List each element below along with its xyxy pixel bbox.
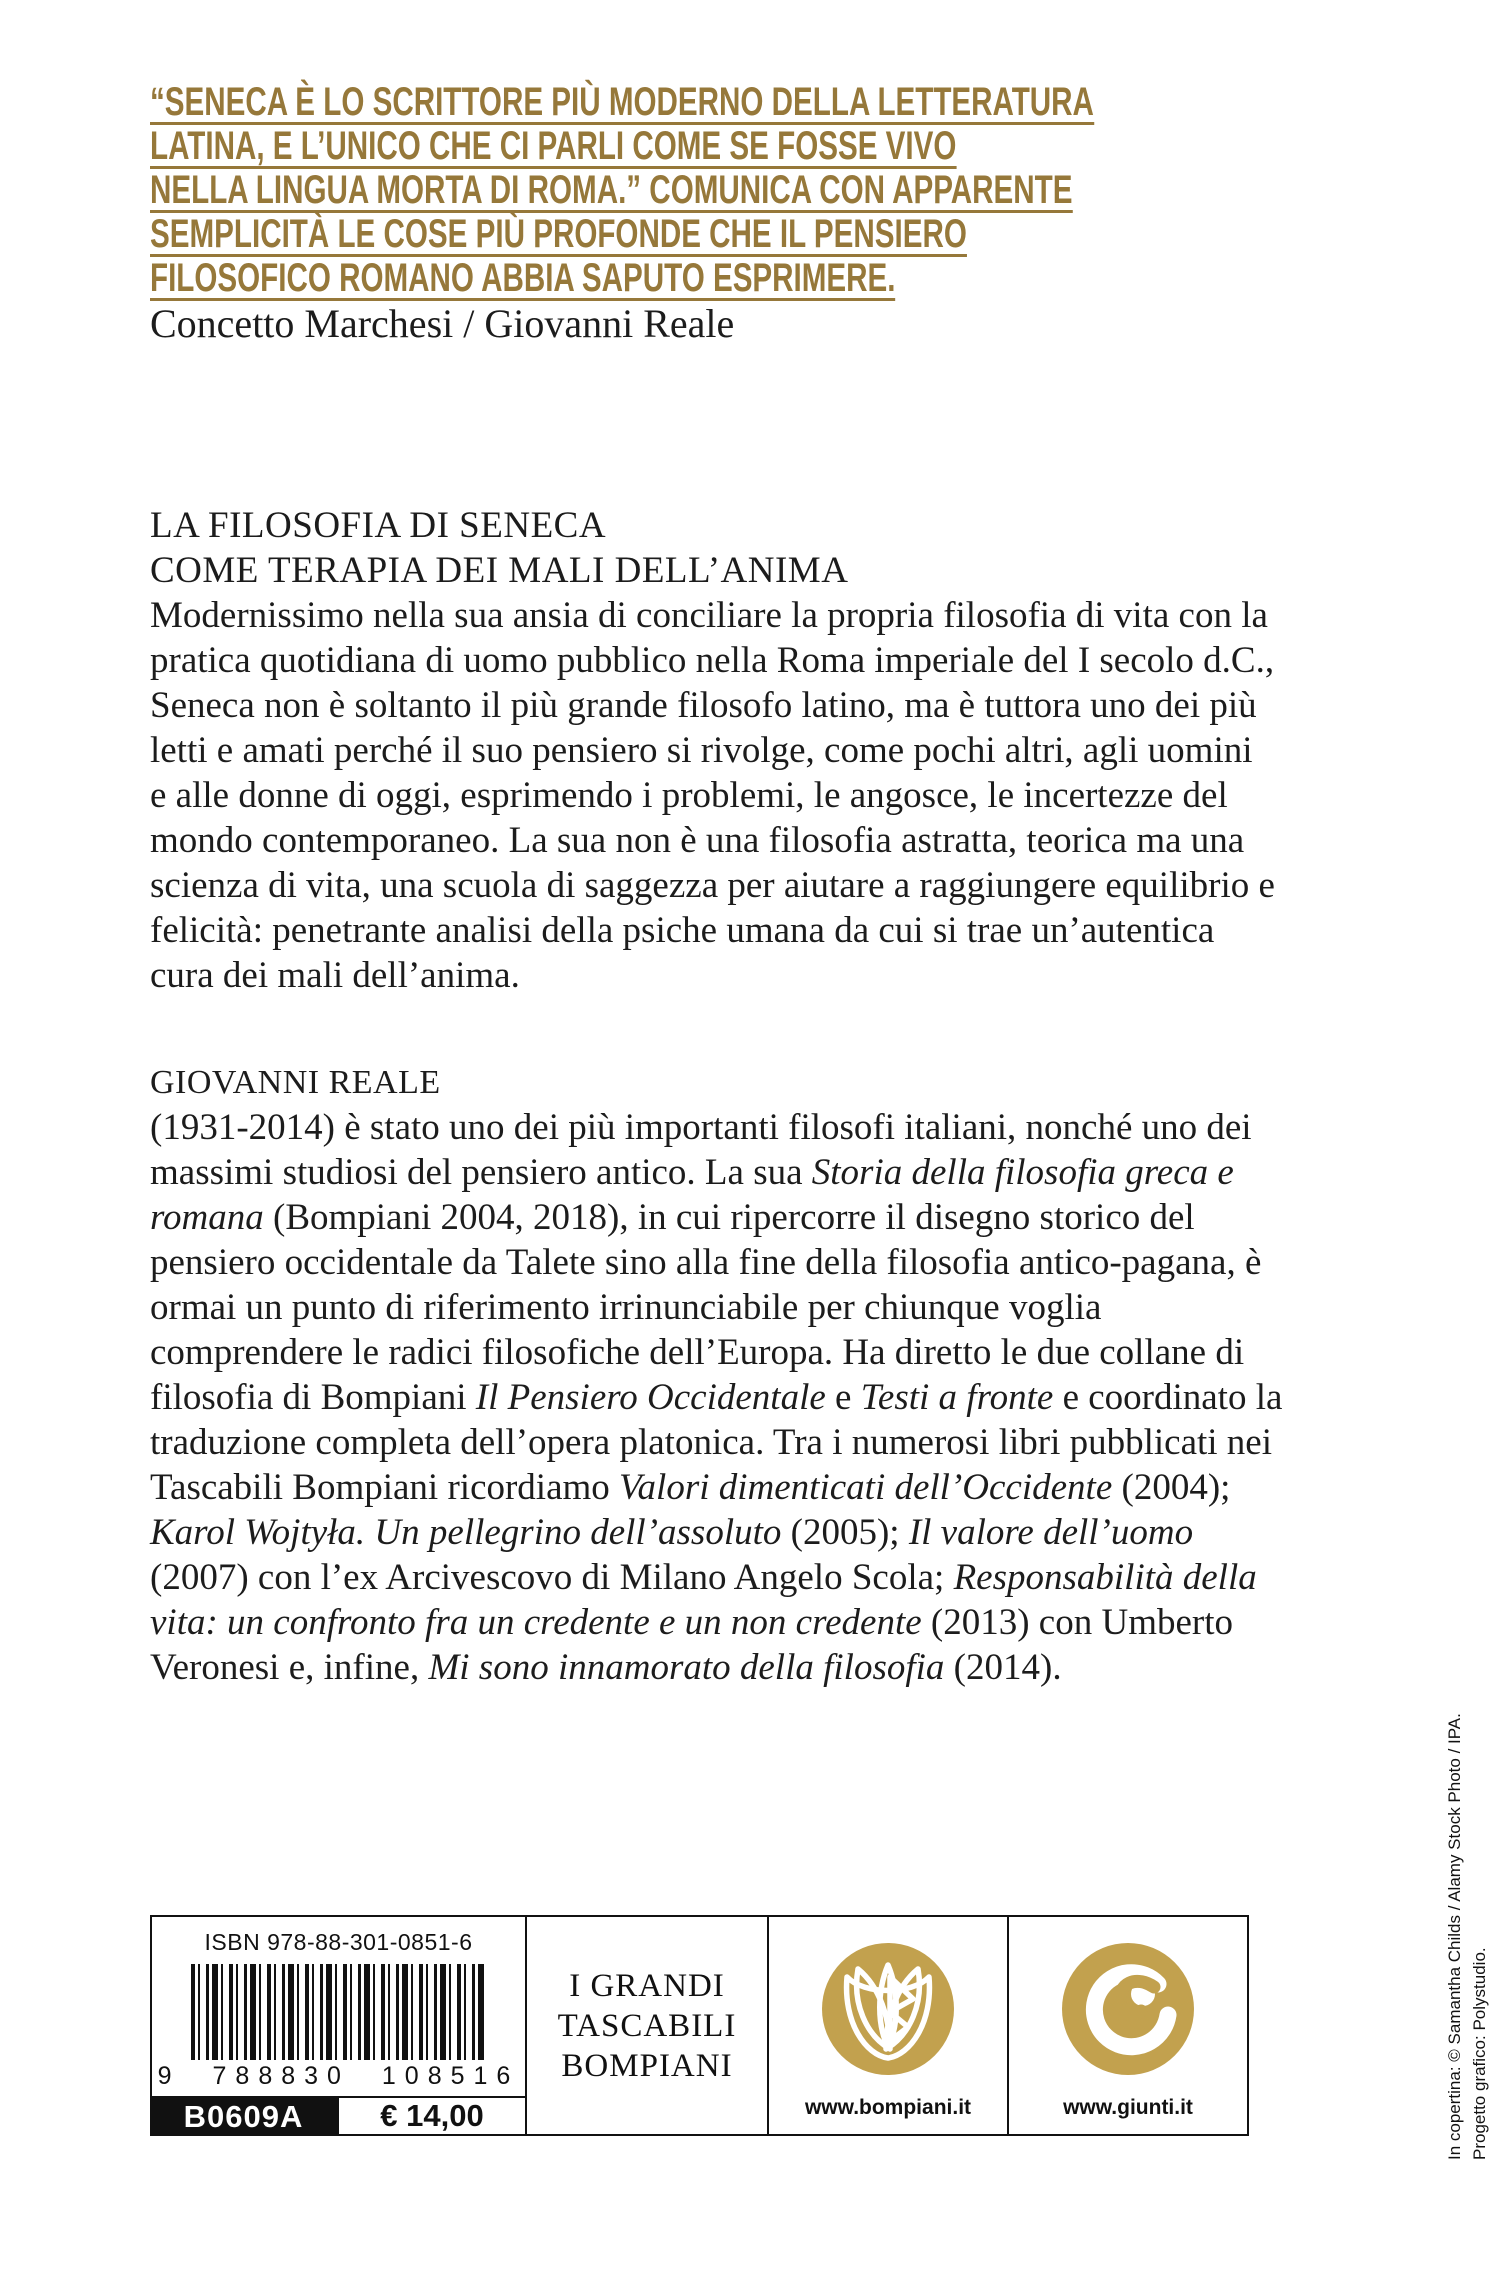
review-quote [150,80,1094,300]
code-price-row [150,2098,527,2136]
product-code-badge: B0609A [150,2098,337,2136]
bompiani-website: www.bompiani.it [804,2096,972,2119]
quote-attribution: Concetto Marchesi / Giovanni Reale [150,301,735,346]
series-box [525,1915,769,2136]
bompiani-logo-box [767,1915,1009,2136]
bio-body: (1931-2014) è stato uno dei più importanti filosofi italiani, nonché uno dei massimi studiosi del pensiero antico. La sua Storia della filosofia greca e romana (Bompiani 2004, 2018), in cui ripercorre il disegno storico del pensiero occidentale da Talete sino alla fine della filosofia antico-pagana, è ormai un punto di riferimento irrinunciabile per chiunque voglia comprendere le radici filosofiche dell’Europa. Ha diretto le due collane di filosofia di Bompiani Il Pensiero Occidentale e Testi a fronte e coordinato la traduzione completa dell’opera platonica. Tra i numerosi libri pubblicati nei Tascabili Bompiani ricordiamo Valori dimenticati dell’Occidente (2004); Karol Wojtyła. Un pellegrino dell’assoluto (2005); Il valore dell’uomo (2007) con l’ex Arcivescovo di Milano Angelo Scola; Responsabilità della vita: un confronto fra un credente e un non credente (2013) con Umberto Veronesi e, infine, Mi sono innamorato della filosofia (2014). [150,1107,1283,1688]
design-credit: Progetto grafico: Polystudio. [1470,1947,1489,2160]
barcode-digits: 9 788830 108516 [157,2062,520,2090]
giunti-website: www.giunti.it [1063,2096,1193,2119]
cover-photo-credit: In copertina: © Samantha Childs / Alamy Stock Photo / IPA. [1445,1713,1464,2160]
quote-line: SEMPLICITÀ LE COSE PIÙ PROFONDE CHE IL PENSIERO [150,212,967,256]
barcode [191,1964,487,2060]
bio-heading: GIOVANNI REALE [150,1064,441,1101]
synopsis-heading-line1: LA FILOSOFIA DI SENECA [150,505,607,546]
giunti-spiral-icon [1058,1939,1198,2084]
quote-line: NELLA LINGUA MORTA DI ROMA.” COMUNICA CON APPARENTE [150,168,1073,212]
author-bio-section [150,1060,1300,1690]
series-line: I GRANDI [569,1967,725,2004]
quote-line: FILOSOFICO ROMANO ABBIA SAPUTO ESPRIMERE. [150,256,896,300]
bompiani-flower-icon [818,1939,958,2084]
series-line: TASCABILI [557,2007,737,2044]
quote-line: “SENECA È LO SCRITTORE PIÙ MODERNO DELLA LETTERATURA [150,80,1094,124]
footer-strip [150,1915,1249,2136]
barcode-section [150,1915,527,2136]
barcode-box [150,1915,527,2098]
quote-line: LATINA, E L’UNICO CHE CI PARLI COME SE FOSSE VIVO [150,124,957,168]
giunti-logo-box [1007,1915,1249,2136]
price-label: € 14,00 [337,2098,527,2136]
synopsis-body: Modernissimo nella sua ansia di conciliare la propria filosofia di vita con la pratica quotidiana di uomo pubblico nella Roma imperiale del I secolo d.C., Seneca non è soltanto il più grande filosofo latino, ma è tuttora uno dei più letti e amati perché il suo pensiero si rivolge, come pochi altri, agli uomini e alle donne di oggi, esprimendo i problemi, le angosce, le incertezze del mondo contemporaneo. La sua non è una filosofia astratta, teorica ma una scienza di vita, una scuola di saggezza per aiutare a raggiungere equilibrio e felicità: penetrante analisi della psiche umana da cui si trae un’autentica cura dei mali dell’anima. [150,595,1275,996]
synopsis-section [150,503,1275,998]
side-credits [1442,1690,1494,2160]
synopsis-heading-line2: COME TERAPIA DEI MALI DELL’ANIMA [150,550,849,591]
series-line: BOMPIANI [561,2047,733,2084]
isbn-label: ISBN 978-88-301-0851-6 [204,1929,473,1955]
